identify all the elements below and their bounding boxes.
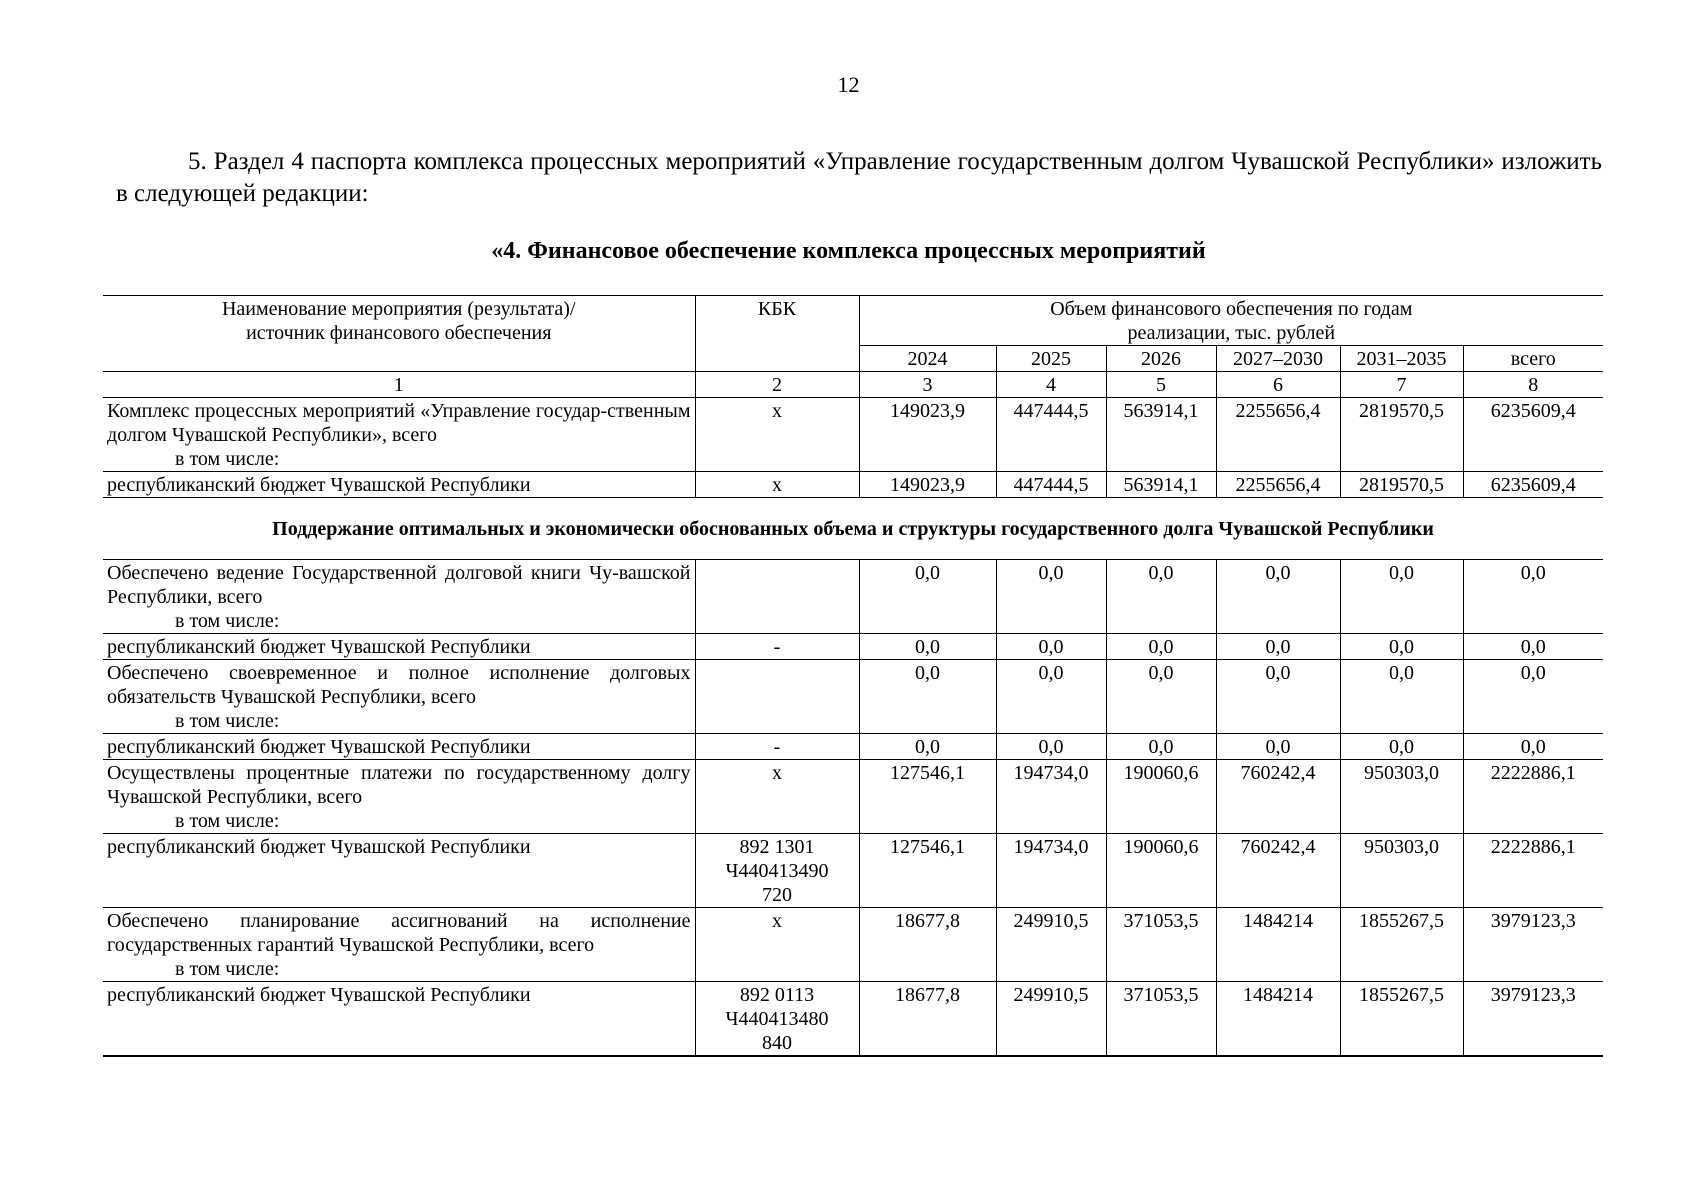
header-year: 2025 xyxy=(996,346,1106,372)
kbk-cell: х xyxy=(695,472,859,498)
in-that-label: в том числе: xyxy=(175,710,280,732)
row-name: Обеспечено ведение Государственной долговой книги Чу-вашской Республики, всего xyxy=(107,562,691,608)
value-cell: 0,0 xyxy=(1463,560,1603,634)
column-number: 1 xyxy=(103,372,695,398)
section-title: «4. Финансовое обеспечение комплекса процессных мероприятий xyxy=(491,238,1206,264)
value-cell: 371053,5 xyxy=(1106,908,1216,982)
value-cell: 149023,9 xyxy=(859,398,996,472)
column-number: 3 xyxy=(859,372,996,398)
kbk-cell xyxy=(695,560,859,634)
value-cell: 563914,1 xyxy=(1106,398,1216,472)
column-number: 7 xyxy=(1340,372,1463,398)
value-cell: 0,0 xyxy=(859,734,996,760)
value-cell: 18677,8 xyxy=(859,908,996,982)
row-name: республиканский бюджет Чувашской Республики xyxy=(103,982,695,1057)
value-cell: 194734,0 xyxy=(996,834,1106,908)
row-name: Обеспечено планирование ассигнований на исполнение государственных гарантий Чувашской Республики, всего xyxy=(107,910,691,956)
task-heading: Поддержание оптимальных и экономически обоснованных объема и структуры государственного долга Чувашской Республики xyxy=(103,498,1603,560)
value-cell: 0,0 xyxy=(996,634,1106,660)
value-cell: 0,0 xyxy=(1216,634,1340,660)
value-cell: 447444,5 xyxy=(996,398,1106,472)
value-cell: 0,0 xyxy=(1340,634,1463,660)
value-cell: 447444,5 xyxy=(996,472,1106,498)
value-cell: 3979123,3 xyxy=(1463,908,1603,982)
table-row xyxy=(103,660,1603,734)
value-cell: 0,0 xyxy=(1106,560,1216,634)
value-cell: 2222886,1 xyxy=(1463,760,1603,834)
value-cell: 563914,1 xyxy=(1106,472,1216,498)
row-name: республиканский бюджет Чувашской Республики xyxy=(103,634,695,660)
value-cell: 2819570,5 xyxy=(1340,472,1463,498)
value-cell: 127546,1 xyxy=(859,760,996,834)
row-name-cell xyxy=(103,660,695,734)
row-name: Осуществлены процентные платежи по государственному долгу Чувашской Республики, всего xyxy=(107,762,691,808)
value-cell: 149023,9 xyxy=(859,472,996,498)
header-year: 2027–2030 xyxy=(1216,346,1340,372)
intro-paragraph: 5. Раздел 4 паспорта комплекса процессных мероприятий «Управление государственным долгом Чувашской Республики» изложить в следующей редакции: xyxy=(116,148,1602,207)
value-cell: 0,0 xyxy=(859,634,996,660)
header-kbk-column: КБК xyxy=(695,296,859,372)
value-cell: 2255656,4 xyxy=(1216,398,1340,472)
in-that-label: в том числе: xyxy=(175,958,280,980)
row-name: Обеспечено своевременное и полное исполнение долговых обязательств Чувашской Республики, всего xyxy=(107,662,691,708)
value-cell: 0,0 xyxy=(996,734,1106,760)
value-cell: 0,0 xyxy=(1340,734,1463,760)
financing-table xyxy=(103,295,1603,1057)
table-row xyxy=(103,560,1603,634)
value-cell: 2819570,5 xyxy=(1340,398,1463,472)
value-cell: 0,0 xyxy=(859,560,996,634)
value-cell: 1855267,5 xyxy=(1340,908,1463,982)
value-cell: 760242,4 xyxy=(1216,760,1340,834)
value-cell: 0,0 xyxy=(1106,734,1216,760)
value-cell: 0,0 xyxy=(1463,660,1603,734)
value-cell: 0,0 xyxy=(1106,634,1216,660)
header-year: 2024 xyxy=(859,346,996,372)
row-name: республиканский бюджет Чувашской Республики xyxy=(103,834,695,908)
row-name: Комплекс процессных мероприятий «Управление государ-ственным долгом Чувашской Республики», всего xyxy=(107,400,691,446)
value-cell: 194734,0 xyxy=(996,760,1106,834)
column-number: 5 xyxy=(1106,372,1216,398)
value-cell: 6235609,4 xyxy=(1463,398,1603,472)
in-that-label: в том числе: xyxy=(175,610,280,632)
column-number: 8 xyxy=(1463,372,1603,398)
table-row xyxy=(103,908,1603,982)
table-row xyxy=(103,734,1603,760)
row-name-cell xyxy=(103,398,695,472)
table-row xyxy=(103,760,1603,834)
value-cell: 0,0 xyxy=(1340,560,1463,634)
table-row xyxy=(103,634,1603,660)
row-name-cell xyxy=(103,560,695,634)
kbk-cell: - xyxy=(695,634,859,660)
column-number: 2 xyxy=(695,372,859,398)
column-number: 4 xyxy=(996,372,1106,398)
value-cell: 6235609,4 xyxy=(1463,472,1603,498)
kbk-cell xyxy=(695,660,859,734)
value-cell: 2255656,4 xyxy=(1216,472,1340,498)
value-cell: 2222886,1 xyxy=(1463,834,1603,908)
header-year: 2026 xyxy=(1106,346,1216,372)
value-cell: 3979123,3 xyxy=(1463,982,1603,1057)
value-cell: 0,0 xyxy=(996,560,1106,634)
table-row xyxy=(103,834,1603,908)
kbk-cell: х xyxy=(695,398,859,472)
row-name-cell xyxy=(103,760,695,834)
value-cell: 950303,0 xyxy=(1340,834,1463,908)
kbk-cell: 892 0113 Ч440413480 840 xyxy=(695,982,859,1057)
in-that-label: в том числе: xyxy=(175,448,280,470)
value-cell: 18677,8 xyxy=(859,982,996,1057)
value-cell: 127546,1 xyxy=(859,834,996,908)
value-cell: 249910,5 xyxy=(996,982,1106,1057)
value-cell: 0,0 xyxy=(859,660,996,734)
value-cell: 249910,5 xyxy=(996,908,1106,982)
in-that-label: в том числе: xyxy=(175,810,280,832)
value-cell: 760242,4 xyxy=(1216,834,1340,908)
value-cell: 190060,6 xyxy=(1106,760,1216,834)
value-cell: 0,0 xyxy=(1216,560,1340,634)
page-number: 12 xyxy=(837,72,860,97)
header-year: всего xyxy=(1463,346,1603,372)
value-cell: 190060,6 xyxy=(1106,834,1216,908)
table-row xyxy=(103,398,1603,472)
row-name: республиканский бюджет Чувашской Республики xyxy=(103,734,695,760)
kbk-cell: х xyxy=(695,908,859,982)
header-year: 2031–2035 xyxy=(1340,346,1463,372)
value-cell: 0,0 xyxy=(996,660,1106,734)
value-cell: 0,0 xyxy=(1463,734,1603,760)
value-cell: 0,0 xyxy=(1216,660,1340,734)
value-cell: 1855267,5 xyxy=(1340,982,1463,1057)
table-row xyxy=(103,472,1603,498)
table-row xyxy=(103,982,1603,1057)
row-name-cell xyxy=(103,908,695,982)
kbk-cell: 892 1301 Ч440413490 720 xyxy=(695,834,859,908)
header-volume-column: Объем финансового обеспечения по годам реализации, тыс. рублей xyxy=(859,296,1603,346)
value-cell: 0,0 xyxy=(1106,660,1216,734)
value-cell: 1484214 xyxy=(1216,982,1340,1057)
value-cell: 0,0 xyxy=(1216,734,1340,760)
row-name: республиканский бюджет Чувашской Республики xyxy=(103,472,695,498)
value-cell: 0,0 xyxy=(1463,634,1603,660)
value-cell: 950303,0 xyxy=(1340,760,1463,834)
kbk-cell: - xyxy=(695,734,859,760)
header-name-column: Наименование мероприятия (результата)/ источник финансового обеспечения xyxy=(103,296,695,372)
value-cell: 371053,5 xyxy=(1106,982,1216,1057)
value-cell: 1484214 xyxy=(1216,908,1340,982)
column-number: 6 xyxy=(1216,372,1340,398)
value-cell: 0,0 xyxy=(1340,660,1463,734)
kbk-cell: х xyxy=(695,760,859,834)
